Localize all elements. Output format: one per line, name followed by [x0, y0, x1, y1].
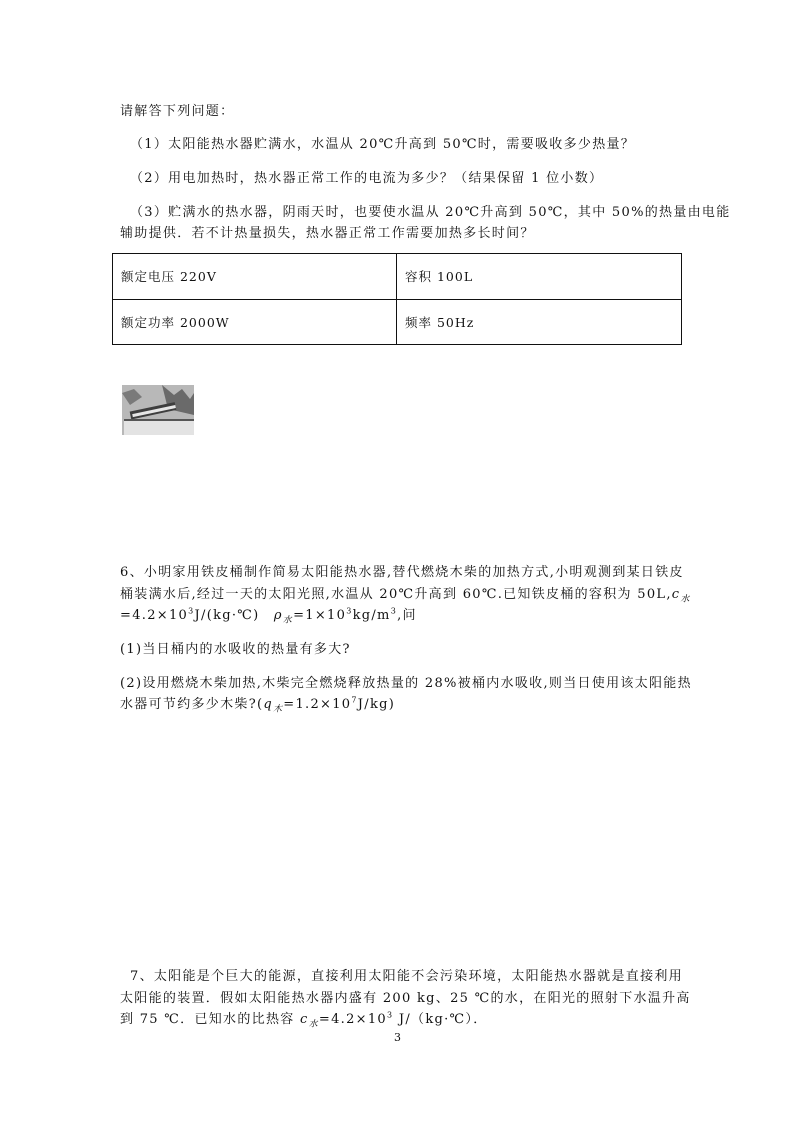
c-unit: J/(kg·℃) [194, 608, 274, 623]
problem-6-question-2-line-2 [120, 693, 395, 715]
water-subscript: 水 [308, 1019, 319, 1030]
table-cell: 容积 100L [397, 254, 682, 300]
problem-7-line-1: 7、太阳能是个巨大的能源，直接利用太阳能不会污染环境，太阳能热水器就是直接利用 [130, 969, 683, 984]
exponent: 7 [351, 695, 358, 705]
question-3-line-1: （3）贮满水的热水器，阴雨天时，也要使水温从 20℃升高到 50℃，其中 50%的热量由电能 [130, 205, 731, 220]
problem-6-question-2-line-1: (2)设用燃烧木柴加热,木柴完全燃烧释放热量的 28%被桶内水吸收,则当日使用该太阳能热 [120, 676, 692, 691]
c-value: =4.2×10 [318, 1012, 387, 1027]
solar-heater-illustration [122, 385, 194, 435]
question-3-line-2: 辅助提供．若不计热量损失，热水器正常工作需要加热多长时间？ [120, 226, 535, 241]
q2-text: 水器可节约多少木柴?( [120, 697, 264, 712]
problem-6-line-3 [120, 604, 417, 626]
rho-symbol: ρ [273, 608, 283, 623]
problem-6-line-1: 6、小明家用铁皮桶制作简易太阳能热水器,替代燃烧木柴的加热方式,小明观测到某日铁皮 [120, 565, 684, 580]
water-subscript: 水 [680, 594, 691, 605]
table-row [113, 299, 682, 345]
question-1: （1）太阳能热水器贮满水，水温从 20℃升高到 50℃时，需要吸收多少热量？ [130, 137, 636, 152]
rho-value: =1×10 [293, 608, 347, 623]
q-unit: J/kg) [357, 697, 396, 712]
problem-7-line-3 [120, 1008, 488, 1030]
p7-text: 到 75 ℃．已知水的比热容 [120, 1012, 300, 1027]
exponent: 3 [390, 606, 398, 616]
q-symbol: q [263, 697, 273, 712]
problem-6-question-1: (1)当日桶内的水吸收的热量有多大? [120, 642, 351, 657]
c-symbol: c [299, 1012, 309, 1027]
wood-subscript: 木 [272, 704, 284, 715]
spec-table [112, 253, 682, 345]
problem-6-line-2-text: 桶装满水后,经过一天的太阳光照,水温从 20℃升高到 60℃.已知铁皮桶的容积为 50L, [120, 587, 672, 602]
exponent: 3 [387, 1010, 394, 1020]
ask-text: ,问 [397, 608, 417, 623]
c-value: =4.2×10 [120, 608, 189, 623]
question-2: （2）用电加热时，热水器正常工作的电流为多少？（结果保留 1 位小数） [130, 171, 604, 186]
table-cell: 额定功率 2000W [113, 299, 397, 345]
table-cell: 额定电压 220V [113, 254, 397, 300]
rho-unit: kg/m [352, 608, 391, 623]
q-value: =1.2×10 [283, 697, 352, 712]
problem-7-line-2: 太阳能的装置．假如太阳能热水器内盛有 200 kg、25 ℃的水，在阳光的照射下水温升高 [120, 991, 691, 1006]
table-cell: 频率 50Hz [397, 299, 682, 345]
intro-text: 请解答下列问题： [120, 104, 235, 119]
page-number: 3 [394, 1031, 401, 1044]
exponent: 3 [188, 606, 195, 616]
solar-heater-photo [122, 385, 194, 435]
problem-6-line-2 [120, 583, 691, 605]
c-unit: J/（kg·℃）． [393, 1012, 488, 1027]
water-subscript: 水 [282, 615, 294, 626]
table-row [113, 254, 682, 300]
exponent: 3 [346, 606, 353, 616]
c-symbol: c [671, 587, 681, 602]
